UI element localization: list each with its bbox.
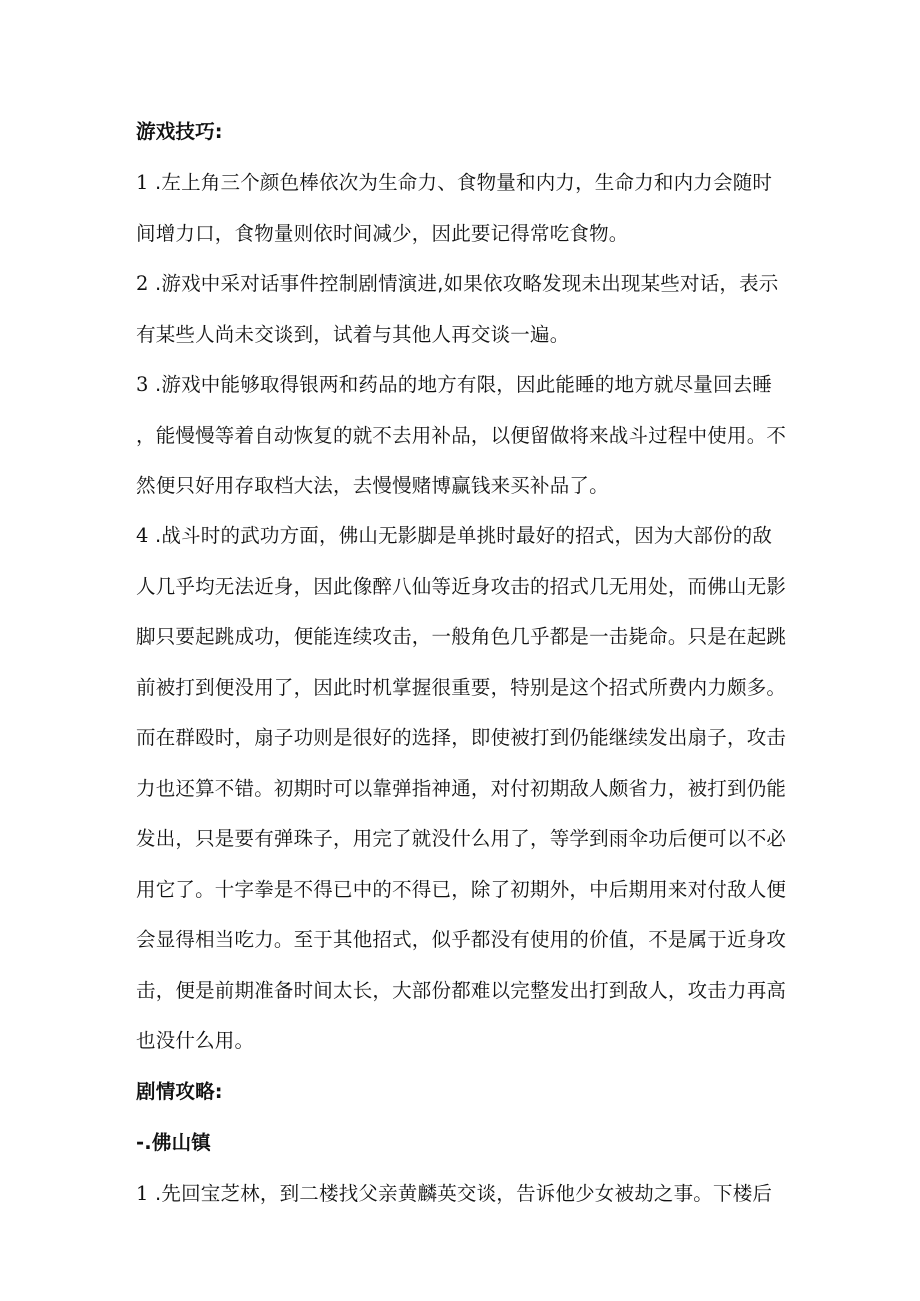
tip-item-text: .战斗时的武功方面，佛山无影脚是单挑时最好的招式，因为大部份的敌人几乎均无法近身，因此像醉八仙等近身攻击的招式几无用处，而佛山无影脚只要起跳成功，便能连续攻击，一般角色几乎都是一击毙命。只是在起跳前被打到便没用了，因此时机掌握很重要，特别是这个招式所费内力颇多。而在群殴时，扇子功则是很好的选择，即使被打到仍能继续发出扇子，攻击力也还算不错。初期时可以靠弹指神通，对付初期敌人颇省力，被打到仍能发出，只是要有弹珠子，用完了就没什么用了，等学到雨伞功后便可以不必用它了。十字拳是不得已中的不得已，除了初期外，中后期用来对付敌人便会显得相当吃力。至于其他招式，似乎都没有使用的价值，不是属于近身攻击，便是前期准备时间太长，大部份都难以完整发出打到敌人，攻击力再高也没什么用。 bbox=[136, 524, 787, 1052]
tip-item-text: .游戏中采对话事件控制剧情演进,如果依攻略发现未出现某些对话，表示有某些人尚未交谈到，试着与其他人再交谈一遍。 bbox=[136, 272, 779, 346]
section-heading-walkthrough: 剧情攻略: bbox=[136, 1080, 223, 1103]
tip-item-number: 4 bbox=[136, 524, 149, 547]
tip-item-4 bbox=[136, 511, 791, 1067]
tip-item-3 bbox=[136, 360, 791, 512]
tip-item-number: 1 bbox=[136, 171, 149, 194]
walkthrough-item-number: 1 bbox=[136, 1182, 149, 1205]
walkthrough-item-1 bbox=[136, 1169, 791, 1220]
tip-item-number: 3 bbox=[136, 373, 149, 396]
tip-item-1 bbox=[136, 158, 791, 259]
tip-item-text: .左上角三个颜色棒依次为生命力、食物量和内力，生命力和内力会随时间增力口，食物量则依时间减少，因此要记得常吃食物。 bbox=[136, 171, 773, 245]
walkthrough-chapter-title: -.佛山镇 bbox=[136, 1131, 212, 1154]
section-heading-game-tips: 游戏技巧: bbox=[136, 120, 223, 143]
walkthrough-item-text: .先回宝芝林，到二楼找父亲黄麟英交谈，告诉他少女被劫之事。下楼后 bbox=[148, 1182, 773, 1205]
tip-item-text: .游戏中能够取得银两和药品的地方有限，因此能睡的地方就尽量回去睡，能慢慢等着自动恢复的就不去用补品，以便留做将来战斗过程中使用。不然便只好用存取档大法，去慢慢赌博赢钱来买补品了。 bbox=[136, 373, 787, 497]
tip-item-2 bbox=[136, 259, 791, 360]
tip-item-number: 2 bbox=[136, 272, 149, 295]
